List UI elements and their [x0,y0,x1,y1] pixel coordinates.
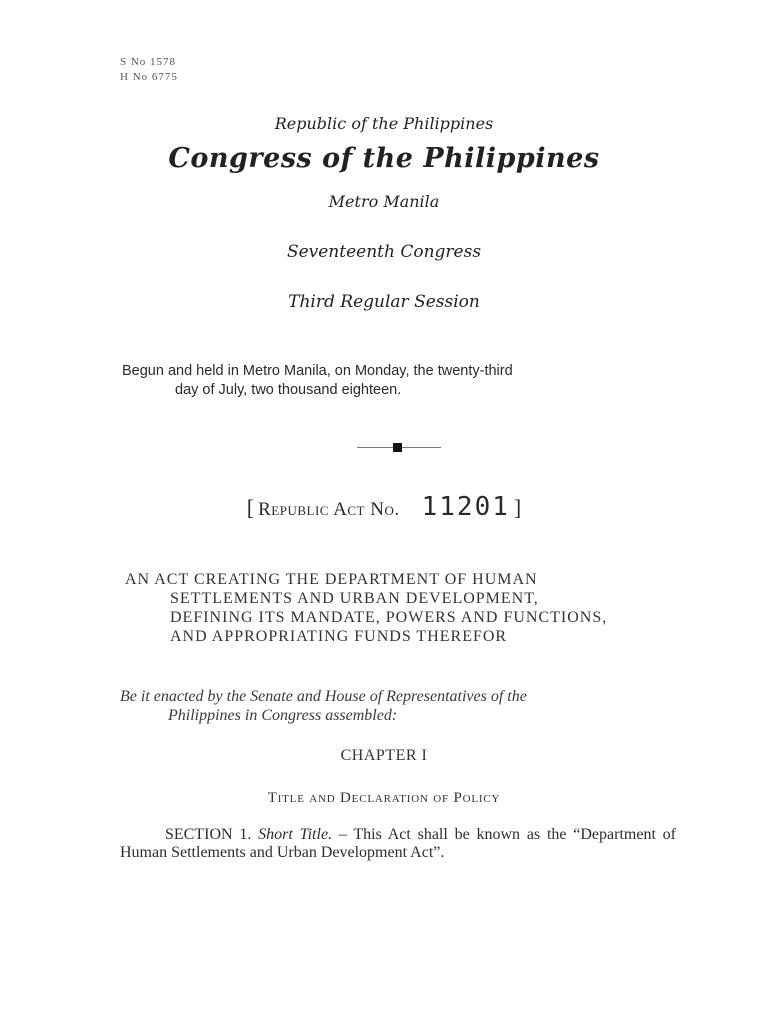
divider-ornament [393,443,402,452]
republic-act-number [0,492,768,522]
section-1-dash: – [332,826,354,843]
enacting-clause-line-2: Philippines in Congress assembled: [168,707,398,724]
republic-act-label: Republic Act No. [258,499,400,520]
begun-paragraph [122,362,682,400]
section-1-text: This Act shall be known as the “Department of Human Settlements and Urban Development Act”. [120,826,677,861]
location-heading: Metro Manila [328,192,440,211]
close-bracket: ] [513,495,522,520]
congress-heading: Congress of the Philippines [168,143,600,174]
congress-number-heading: Seventeenth Congress [286,242,482,262]
chapter-number: CHAPTER I [340,747,428,764]
bill-numbers [120,55,178,85]
republic-heading: Republic of the Philippines [274,114,494,133]
section-1-heading: Short Title. [258,826,333,843]
act-title-line-4: AND APPROPRIATING FUNDS THEREFOR [170,628,508,645]
section-1-label: SECTION 1. [165,826,252,843]
act-title-line-2: SETTLEMENTS AND URBAN DEVELOPMENT, [170,590,539,607]
act-title-line-1: AN ACT CREATING THE DEPARTMENT OF HUMAN [125,571,538,588]
session-heading: Third Regular Session [288,292,480,312]
enacting-clause [120,687,690,725]
act-title [125,570,685,646]
republic-act-number-value: 11201 [421,492,510,522]
begun-line-2: day of July, two thousand eighteen. [175,382,402,398]
house-bill-number: H No 6775 [120,71,178,83]
chapter-title: Title and Declaration of Policy [267,790,501,806]
open-bracket: [ [246,495,255,520]
enacting-clause-line-1: Be it enacted by the Senate and House of Representatives of the [120,688,527,705]
act-title-line-3: DEFINING ITS MANDATE, POWERS AND FUNCTIONS, [170,609,608,626]
section-1 [120,826,676,862]
senate-bill-number: S No 1578 [120,56,177,68]
begun-line-1: Begun and held in Metro Manila, on Monday, the twenty-third [122,363,513,379]
